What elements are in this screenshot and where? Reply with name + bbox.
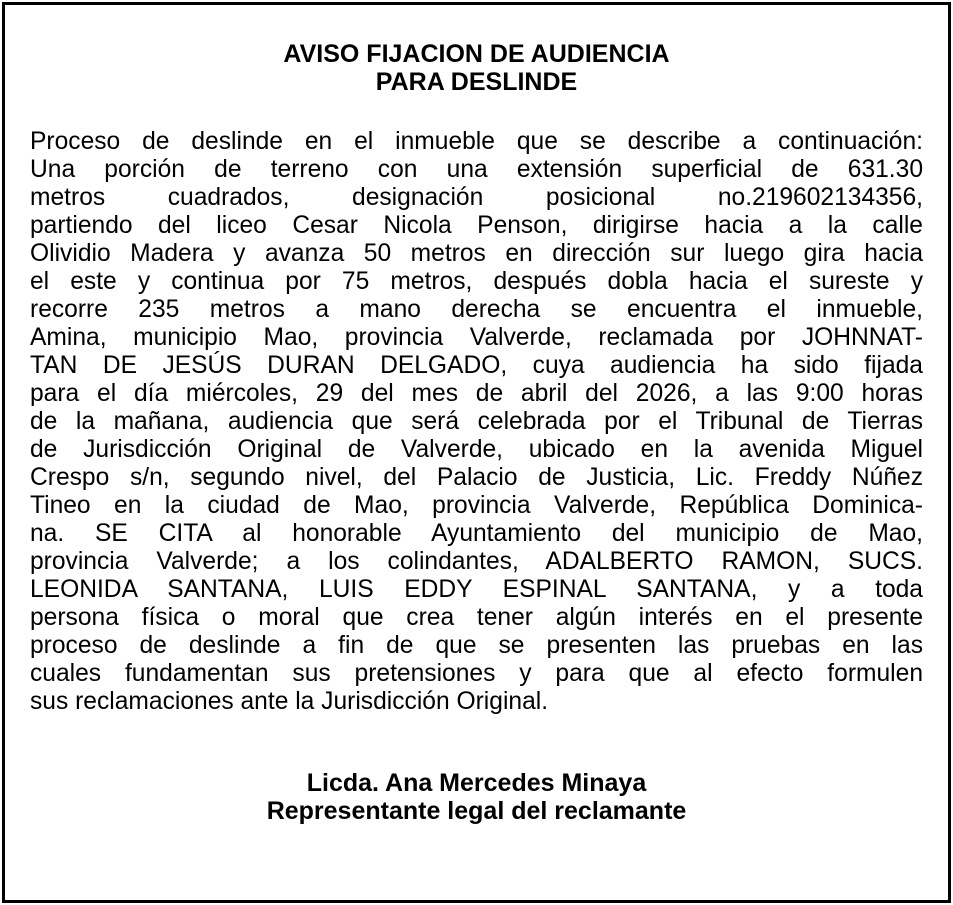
body-line: persona física o moral que crea tener algún interés en el presente [30, 604, 923, 631]
signature-name: Licda. Ana Mercedes Minaya [306, 769, 647, 797]
notice-title-line-1: AVISO FIJACION DE AUDIENCIA [283, 40, 670, 68]
notice-title-line-2: PARA DESLINDE [375, 68, 578, 96]
body-line: LEONIDA SANTANA, LUIS EDDY ESPINAL SANTANA, y a toda [30, 576, 923, 603]
body-line: el este y continua por 75 metros, después dobla hacia el sureste y [30, 268, 923, 295]
body-line: Crespo s/n, segundo nivel, del Palacio de Justicia, Lic. Freddy Núñez [30, 464, 923, 491]
body-line: Tineo en la ciudad de Mao, provincia Valverde, República Dominica- [30, 492, 923, 519]
notice-title [5, 40, 948, 96]
body-line: partiendo del liceo Cesar Nicola Penson, dirigirse hacia a la calle [30, 212, 923, 239]
body-line: TAN DE JESÚS DURAN DELGADO, cuya audiencia ha sido fijada [30, 352, 923, 379]
body-line: metros cuadrados, designación posicional no.219602134356, [30, 184, 923, 211]
body-line: recorre 235 metros a mano derecha se encuentra el inmueble, [30, 296, 923, 323]
body-line: de la mañana, audiencia que será celebrada por el Tribunal de Tierras [30, 408, 923, 435]
body-line: Amina, municipio Mao, provincia Valverde, reclamada por JOHNNAT- [30, 324, 923, 351]
body-line: de Jurisdicción Original de Valverde, ubicado en la avenida Miguel [30, 436, 923, 463]
body-line: na. SE CITA al honorable Ayuntamiento del municipio de Mao, [30, 520, 923, 547]
body-line: proceso de deslinde a fin de que se presenten las pruebas en las [30, 632, 923, 659]
signature-role: Representante legal del reclamante [266, 797, 687, 825]
body-line: Olividio Madera y avanza 50 metros en dirección sur luego gira hacia [30, 240, 923, 267]
body-line-last: sus reclamaciones ante la Jurisdicción Original. [30, 688, 549, 715]
body-line: para el día miércoles, 29 del mes de abril del 2026, a las 9:00 horas [30, 380, 923, 407]
legal-notice-frame [2, 2, 951, 903]
signature-block [5, 769, 948, 825]
body-line: Una porción de terreno con una extensión superficial de 631.30 [30, 156, 923, 183]
body-line: provincia Valverde; a los colindantes, ADALBERTO RAMON, SUCS. [30, 548, 923, 575]
body-line: Proceso de deslinde en el inmueble que se describe a continuación: [30, 128, 923, 155]
body-line: cuales fundamentan sus pretensiones y para que al efecto formulen [30, 660, 923, 687]
notice-body [30, 128, 923, 716]
